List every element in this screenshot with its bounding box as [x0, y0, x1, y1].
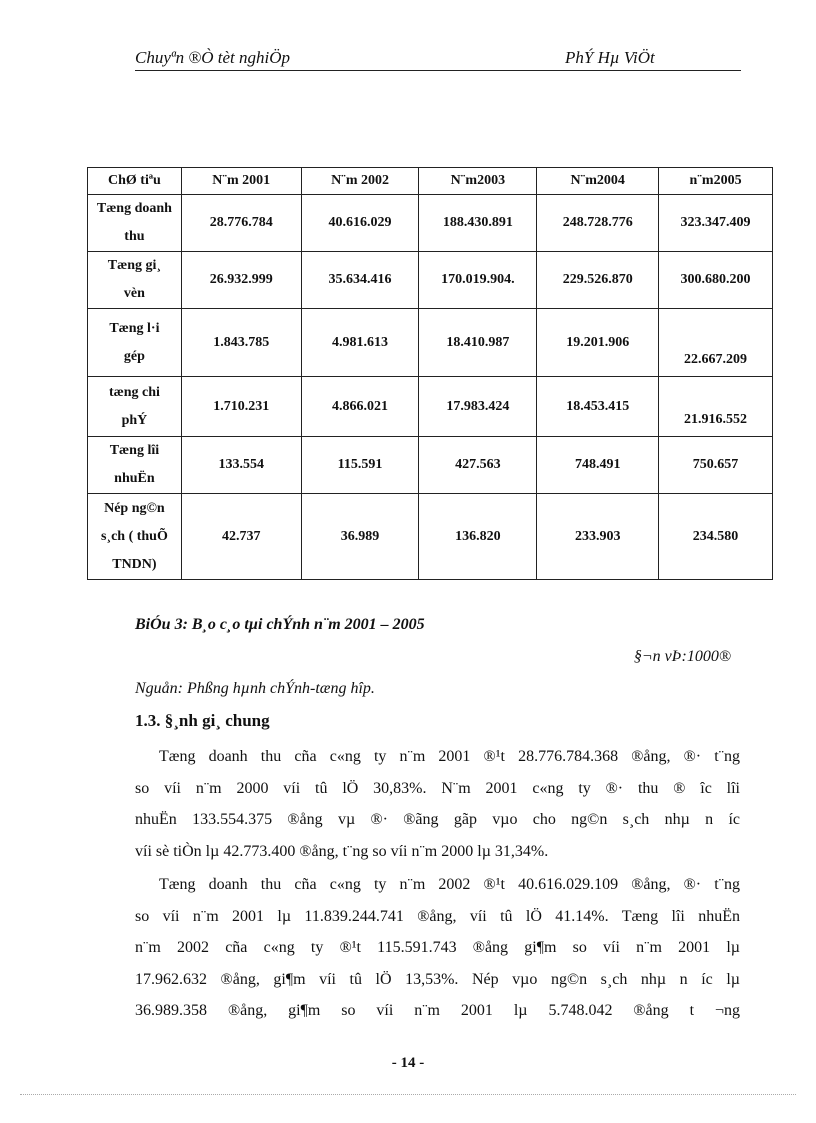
column-header: n¨m2005 [659, 168, 773, 195]
table-cell: 40.616.029 [301, 195, 419, 252]
table-cell: 133.554 [181, 437, 301, 494]
text-line: 17.962.632 ®ång, gi¶m víi tû lÖ 13,53%. Nép vµo ng©n s¸ch nhµ n íc lµ [135, 970, 740, 988]
table-cell: 427.563 [419, 437, 537, 494]
table-cell: 323.347.409 [659, 195, 773, 252]
page-number: - 14 - [391, 1055, 425, 1071]
table-row [88, 494, 773, 580]
table-cell: 21.916.552 [659, 377, 773, 437]
table-cell: 1.843.785 [181, 309, 301, 377]
row-label: Tæng l·i gép [88, 309, 182, 377]
text-line: so víi n¨m 2000 víi tû lÖ 30,83%. N¨m 2001 c«ng ty ®· thu ® îc lîi [135, 779, 740, 797]
table-caption: BiÓu 3: B¸o c¸o tµi chÝnh n¨m 2001 – 2005 [135, 616, 425, 633]
column-header: N¨m2003 [419, 168, 537, 195]
table-cell: 750.657 [659, 437, 773, 494]
table-cell: 233.903 [537, 494, 659, 580]
table-row [88, 377, 773, 437]
header-author: PhÝ Hµ ViÖt [565, 48, 655, 67]
text-line: Tæng doanh thu cña c«ng ty n¨m 2002 ®¹t 40.616.029.109 ®ång, ®· t¨ng [159, 876, 740, 893]
table-cell: 26.932.999 [181, 252, 301, 309]
unit-note: §¬n vÞ:1000® [633, 648, 731, 665]
row-label: Nép ng©n s¸ch ( thuÕ TNDN) [88, 494, 182, 580]
text-line: n¨m 2002 cña c«ng ty ®¹t 115.591.743 ®ång gi¶m so víi n¨m 2001 lµ [135, 939, 740, 956]
table-cell: 234.580 [659, 494, 773, 580]
column-header: N¨m 2002 [301, 168, 419, 195]
text-line: nhuËn 133.554.375 ®ång vµ ®· ®ãng gãp vµo cho ng©n s¸ch nhµ n íc [135, 811, 740, 828]
financial-table [87, 167, 773, 580]
table-cell: 188.430.891 [419, 195, 537, 252]
text-line: 36.989.358 ®ång, gi¶m so víi n¨m 2001 lµ 5.748.042 ®ång t ¬ng [135, 1002, 740, 1019]
row-label: Tæng doanh thu [88, 195, 182, 252]
table-cell: 28.776.784 [181, 195, 301, 252]
table-cell: 248.728.776 [537, 195, 659, 252]
column-header: ChØ tiªu [88, 168, 182, 195]
table-cell: 18.453.415 [537, 377, 659, 437]
table-cell: 4.866.021 [301, 377, 419, 437]
table-cell: 229.526.870 [537, 252, 659, 309]
table-cell: 4.981.613 [301, 309, 419, 377]
table-cell: 115.591 [301, 437, 419, 494]
section-title: 1.3. §¸nh gi¸ chung [135, 711, 270, 730]
table-cell: 1.710.231 [181, 377, 301, 437]
paragraph [135, 741, 740, 867]
table-cell: 22.667.209 [659, 309, 773, 377]
table-row [88, 309, 773, 377]
table-row [88, 437, 773, 494]
running-header [135, 48, 741, 71]
column-header: N¨m 2001 [181, 168, 301, 195]
table-cell: 18.410.987 [419, 309, 537, 377]
text-line: so víi n¨m 2001 lµ 11.839.244.741 ®ång, víi tû lÖ 41.14%. Tæng lîi nhuËn [135, 907, 740, 925]
page-bottom-divider [20, 1094, 796, 1095]
column-header: N¨m2004 [537, 168, 659, 195]
table-cell: 36.989 [301, 494, 419, 580]
paragraph [135, 869, 740, 1027]
table-cell: 300.680.200 [659, 252, 773, 309]
table-cell: 136.820 [419, 494, 537, 580]
table-row [88, 252, 773, 309]
table-cell: 170.019.904. [419, 252, 537, 309]
table-cell: 19.201.906 [537, 309, 659, 377]
text-line: Tæng doanh thu cña c«ng ty n¨m 2001 ®¹t 28.776.784.368 ®ång, ®· t¨ng [159, 748, 740, 765]
table-cell: 748.491 [537, 437, 659, 494]
table-cell: 35.634.416 [301, 252, 419, 309]
row-label: Tæng gi¸ vèn [88, 252, 182, 309]
table-header-row [88, 168, 773, 195]
table-row [88, 195, 773, 252]
table-cell: 42.737 [181, 494, 301, 580]
row-label: Tæng lîi nhuËn [88, 437, 182, 494]
header-title: Chuyªn ®Ò tèt nghiÖp [135, 48, 291, 67]
source-note: Nguån: Phßng hµnh chÝnh-tæng hîp. [135, 680, 375, 697]
table-cell: 17.983.424 [419, 377, 537, 437]
row-label: tæng chi phÝ [88, 377, 182, 437]
text-line: víi sè tiÒn lµ 42.773.400 ®ång, t¨ng so víi n¨m 2000 lµ 31,34%. [135, 842, 549, 860]
